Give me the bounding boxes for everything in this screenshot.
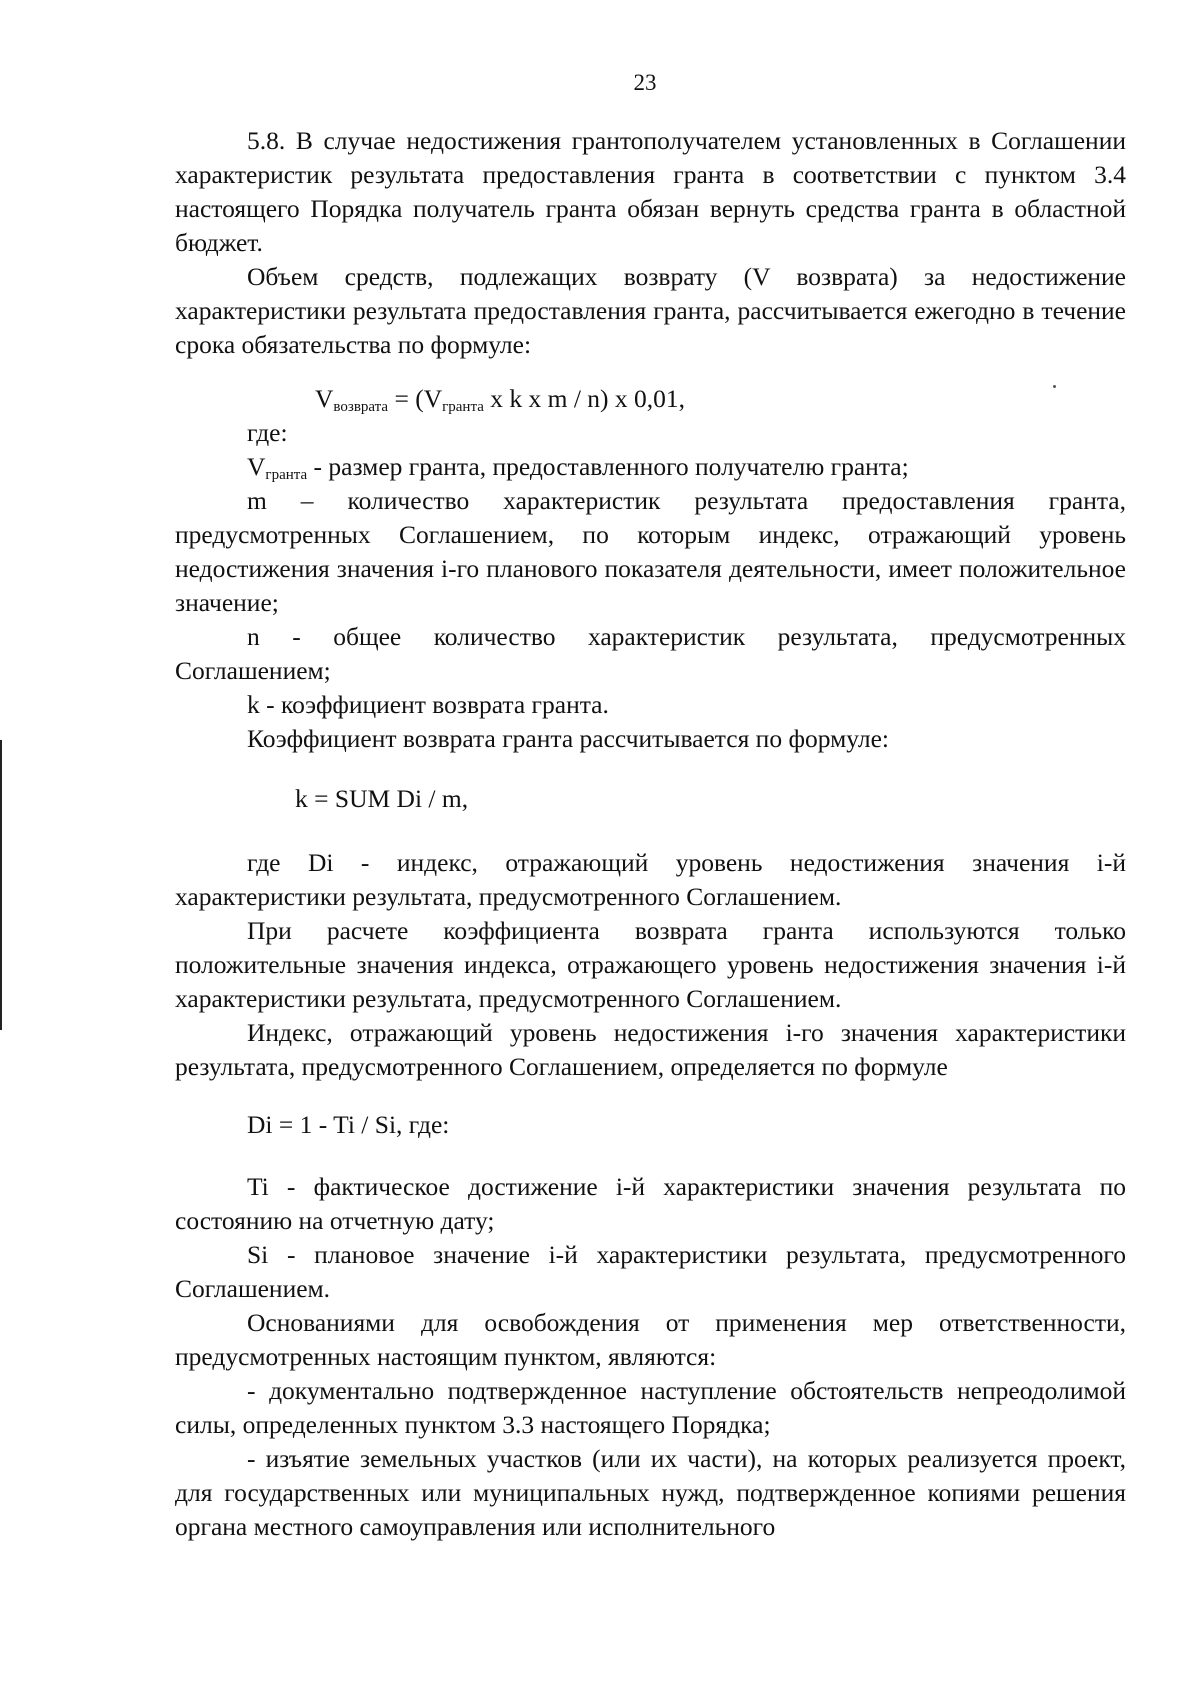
definition-m: m – количество характеристик результата предоставления гранта, предусмотренных Соглашением, по которым индекс, отражающий уровень недостижения значения i-го планового показателя деятельности, имеет положительное значение;	[175, 486, 1126, 617]
definition-di: где Di - индекс, отражающий уровень недостижения значения i-й характеристики результата, предусмотренного Соглашением.	[175, 848, 1126, 911]
document-body	[175, 124, 1126, 1544]
formula-rest: x k x m / n) x 0,01,	[483, 384, 686, 413]
formula-coefficient: k = SUM Di / m,	[295, 784, 469, 813]
list-item-land-seizure: - изъятие земельных участков (или их части), на которых реализуется проект, для государственных или муниципальных нужд, подтвержденное копиями решения органа местного самоуправления или исполнительного	[175, 1444, 1126, 1541]
definition-si: Si - плановое значение i-й характеристики результата, предусмотренного Соглашением.	[175, 1240, 1126, 1303]
scan-speck	[1053, 385, 1056, 388]
formula-return-volume	[175, 382, 1126, 416]
paragraph-index: Индекс, отражающий уровень недостижения i-го значения характеристики результата, предусмотренного Соглашением, определяется по формуле	[175, 1018, 1126, 1081]
formula-mid: = (V	[388, 384, 443, 413]
paragraph-5-8: 5.8. В случае недостижения грантополучателем установленных в Соглашении характеристик результата предоставления гранта в соответствии с пунктом 3.4 настоящего Порядка получатель гранта обязан вернуть средства гранта в областной бюджет.	[175, 126, 1126, 257]
paragraph-coefficient: Коэффициент возврата гранта рассчитывается по формуле:	[247, 724, 889, 753]
paragraph-calculation: При расчете коэффициента возврата гранта используются только положительные значения индекса, отражающего уровень недостижения значения i-й характеристики результата, предусмотренного Соглашением.	[175, 916, 1126, 1013]
definition-ti: Ti - фактическое достижение i-й характеристики значения результата по состоянию на отчетную дату;	[175, 1172, 1126, 1235]
def-v-sub: гранта	[265, 467, 308, 483]
paragraph-basis: Основаниями для освобождения от применения мер ответственности, предусмотренных настоящим пунктом, являются:	[175, 1308, 1126, 1371]
page-number: 23	[633, 70, 657, 95]
definition-n: n - общее количество характеристик результата, предусмотренных Соглашением;	[175, 622, 1126, 685]
def-v-text: - размер гранта, предоставленного получателю гранта;	[307, 452, 909, 481]
formula-sub-grant: гранта	[442, 399, 484, 415]
formula-v: V	[315, 384, 334, 413]
list-item-force-majeure: - документально подтвержденное наступление обстоятельств непреодолимой силы, определенных пунктом 3.3 настоящего Порядка;	[175, 1376, 1126, 1439]
def-v-symbol: V	[247, 452, 266, 481]
definition-k: k - коэффициент возврата гранта.	[247, 690, 609, 719]
formula-index: Di = 1 - Ti / Si, где:	[247, 1110, 450, 1139]
scan-edge-mark	[0, 740, 2, 1030]
definition-v-grant	[175, 450, 1126, 484]
paragraph-volume: Объем средств, подлежащих возврату (V возврата) за недостижение характеристики результата предоставления гранта, рассчитывается ежегодно в течение срока обязательства по формуле:	[175, 262, 1126, 359]
where-label: где:	[247, 418, 288, 447]
formula-sub-return: возврата	[333, 399, 389, 415]
